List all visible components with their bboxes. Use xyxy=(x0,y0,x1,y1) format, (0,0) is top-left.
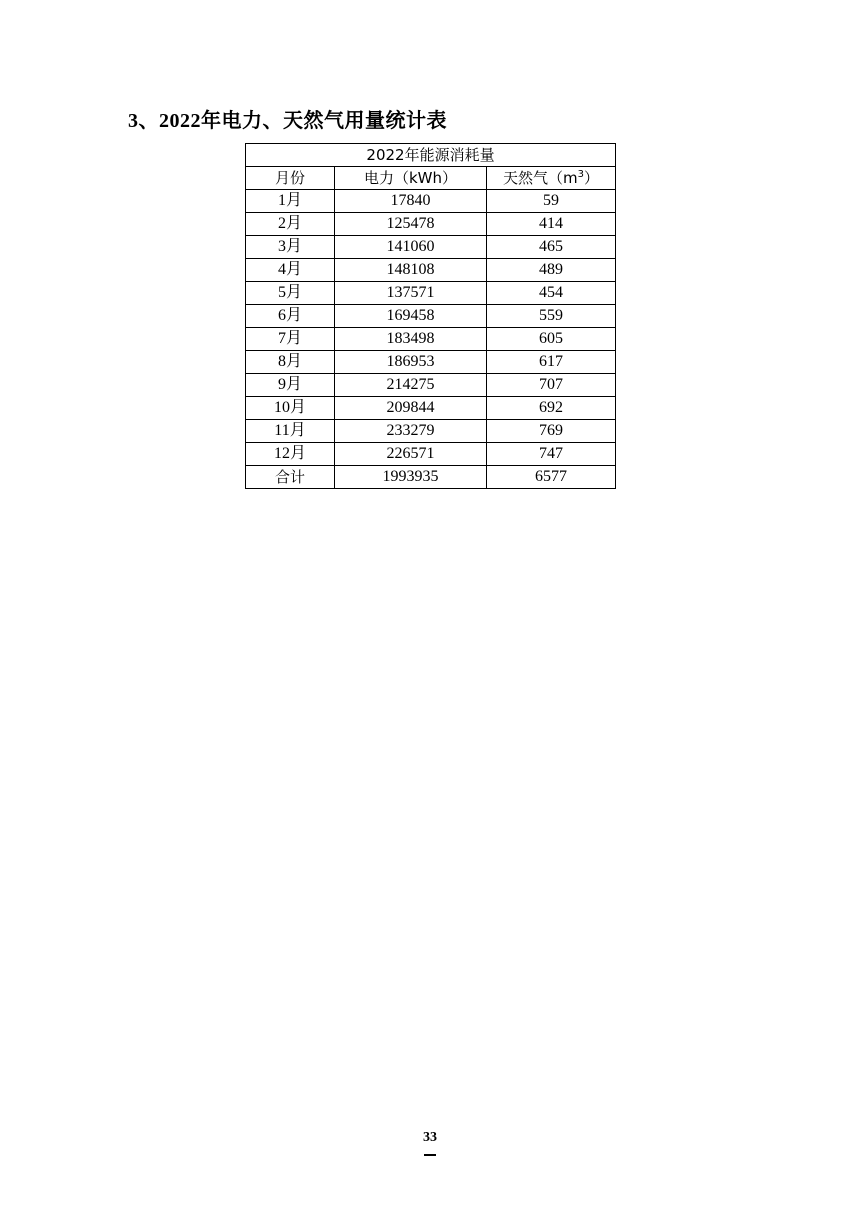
cell-power: 148108 xyxy=(335,259,487,282)
header-gas xyxy=(487,167,616,190)
table-row xyxy=(246,213,616,236)
table-row xyxy=(246,374,616,397)
cell-month: 10月 xyxy=(246,397,335,420)
cell-gas: 707 xyxy=(487,374,616,397)
section-title: 3、2022年电力、天然气用量统计表 xyxy=(128,110,447,132)
page-number-underline xyxy=(424,1154,436,1156)
table-row xyxy=(246,305,616,328)
header-gas-prefix: 天然气（m xyxy=(502,169,578,187)
table-row xyxy=(246,282,616,305)
cell-gas: 414 xyxy=(487,213,616,236)
cell-gas: 769 xyxy=(487,420,616,443)
cell-power: 137571 xyxy=(335,282,487,305)
total-power: 1993935 xyxy=(335,466,487,489)
cell-power: 169458 xyxy=(335,305,487,328)
cell-power: 183498 xyxy=(335,328,487,351)
cell-gas: 747 xyxy=(487,443,616,466)
cell-power: 209844 xyxy=(335,397,487,420)
page-number: 33 xyxy=(423,1130,437,1145)
cell-month: 6月 xyxy=(246,305,335,328)
table-row xyxy=(246,351,616,374)
table-row xyxy=(246,420,616,443)
header-gas-suffix: ） xyxy=(583,169,599,187)
cell-month: 8月 xyxy=(246,351,335,374)
cell-month: 11月 xyxy=(246,420,335,443)
cell-month: 12月 xyxy=(246,443,335,466)
cell-power: 141060 xyxy=(335,236,487,259)
table-row xyxy=(246,236,616,259)
table-row xyxy=(246,190,616,213)
cell-month: 1月 xyxy=(246,190,335,213)
cell-power: 186953 xyxy=(335,351,487,374)
cell-gas: 465 xyxy=(487,236,616,259)
table-row xyxy=(246,443,616,466)
table-row xyxy=(246,328,616,351)
cell-gas: 617 xyxy=(487,351,616,374)
table-caption-row xyxy=(246,144,616,167)
header-power: 电力（kWh） xyxy=(335,167,487,190)
cell-month: 2月 xyxy=(246,213,335,236)
cell-month: 3月 xyxy=(246,236,335,259)
cell-gas: 59 xyxy=(487,190,616,213)
cell-month: 4月 xyxy=(246,259,335,282)
table-row xyxy=(246,397,616,420)
cell-power: 125478 xyxy=(335,213,487,236)
total-gas: 6577 xyxy=(487,466,616,489)
cell-month: 5月 xyxy=(246,282,335,305)
cell-power: 226571 xyxy=(335,443,487,466)
cell-month: 7月 xyxy=(246,328,335,351)
table-header-row xyxy=(246,167,616,190)
table-caption: 2022年能源消耗量 xyxy=(246,144,616,167)
cell-gas: 489 xyxy=(487,259,616,282)
total-label: 合计 xyxy=(246,466,335,489)
table-total-row xyxy=(246,466,616,489)
cell-gas: 692 xyxy=(487,397,616,420)
cell-gas: 605 xyxy=(487,328,616,351)
header-month: 月份 xyxy=(246,167,335,190)
energy-consumption-table xyxy=(245,143,616,489)
cell-power: 233279 xyxy=(335,420,487,443)
table-row xyxy=(246,259,616,282)
header-gas-sup: 3 xyxy=(577,169,584,180)
cell-gas: 559 xyxy=(487,305,616,328)
cell-power: 17840 xyxy=(335,190,487,213)
cell-power: 214275 xyxy=(335,374,487,397)
cell-month: 9月 xyxy=(246,374,335,397)
cell-gas: 454 xyxy=(487,282,616,305)
